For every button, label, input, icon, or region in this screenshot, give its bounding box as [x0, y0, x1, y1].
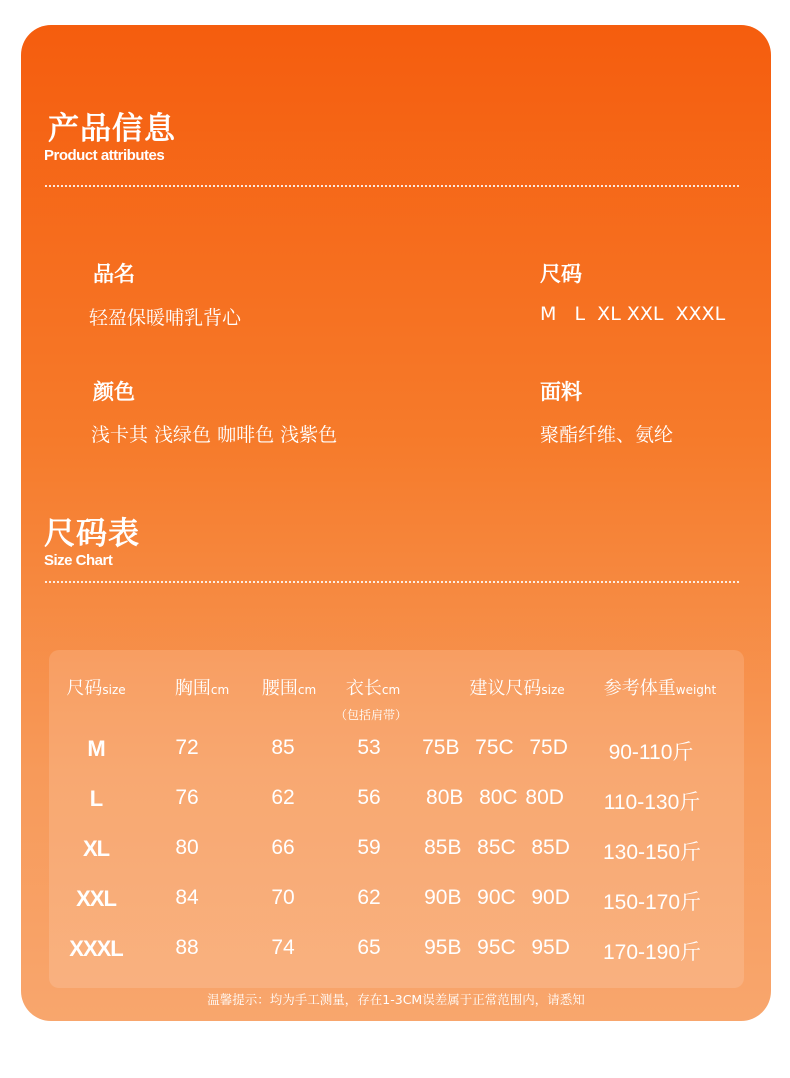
cell-waist: 70: [271, 886, 295, 909]
cell-waist: 62: [271, 786, 295, 809]
header-weight: 参考体重weight: [603, 678, 717, 699]
divider: [45, 185, 739, 187]
cell-bra: 80B 80C 80D: [426, 786, 564, 809]
table-row: [49, 936, 744, 976]
header-bust: 胸围cm: [174, 678, 230, 699]
size-value: M L XL XXL XXXL: [540, 303, 726, 325]
name-value: 轻盈保暖哺乳背心: [89, 307, 242, 329]
cell-weight: 110-130斤: [603, 791, 701, 814]
header-length: 衣长cm: [345, 678, 401, 699]
cell-length: 62: [357, 886, 381, 909]
cell-size: XXL: [76, 886, 116, 911]
cell-size: L: [89, 786, 103, 811]
divider: [45, 581, 739, 583]
color-label: 颜色: [93, 380, 135, 404]
header-length-note: （包括肩带）: [334, 708, 408, 722]
table-row: [49, 786, 744, 826]
table-row: [49, 886, 744, 926]
name-label: 品名: [93, 262, 135, 286]
cell-size: XL: [82, 836, 110, 861]
product-info-title: 产品信息: [48, 111, 176, 147]
header-bra: 建议尺码size: [469, 678, 565, 699]
size-chart-title: 尺码表: [44, 516, 140, 552]
cell-bust: 76: [175, 786, 199, 809]
cell-bra: 85B 85C 85D: [424, 836, 570, 859]
color-value: 浅卡其 浅绿色 咖啡色 浅紫色: [91, 424, 338, 446]
fabric-value: 聚酯纤维、氨纶: [540, 424, 674, 446]
size-chart-subtitle: Size Chart: [44, 552, 113, 569]
measurement-note: 温馨提示：均为手工测量，存在1-3CM误差属于正常范围内，请悉知: [207, 992, 585, 1007]
cell-waist: 85: [271, 736, 295, 759]
cell-waist: 66: [271, 836, 295, 859]
cell-length: 65: [357, 936, 381, 959]
header-waist: 腰围cm: [261, 678, 317, 699]
cell-bra: 90B 90C 90D: [424, 886, 570, 909]
table-row: [49, 736, 744, 776]
header-size: 尺码size: [66, 678, 126, 699]
cell-bra: 75B 75C 75D: [422, 736, 568, 759]
cell-size: M: [87, 736, 105, 761]
fabric-label: 面料: [540, 380, 582, 404]
cell-weight: 170-190斤: [602, 941, 702, 964]
product-card: [21, 25, 771, 1021]
cell-weight: 150-170斤: [602, 891, 702, 914]
cell-bust: 88: [175, 936, 199, 959]
cell-length: 56: [357, 786, 381, 809]
cell-bust: 72: [175, 736, 199, 759]
table-row: [49, 836, 744, 876]
size-table: [49, 650, 744, 988]
cell-size: XXXL: [69, 936, 123, 961]
cell-bust: 80: [175, 836, 199, 859]
cell-length: 59: [357, 836, 381, 859]
cell-bra: 95B 95C 95D: [424, 936, 570, 959]
cell-waist: 74: [271, 936, 295, 959]
product-info-subtitle: Product attributes: [44, 147, 165, 164]
cell-weight: 130-150斤: [602, 841, 702, 864]
cell-weight: 90-110斤: [608, 741, 694, 764]
cell-length: 53: [357, 736, 381, 759]
size-label: 尺码: [540, 262, 582, 286]
cell-bust: 84: [175, 886, 199, 909]
